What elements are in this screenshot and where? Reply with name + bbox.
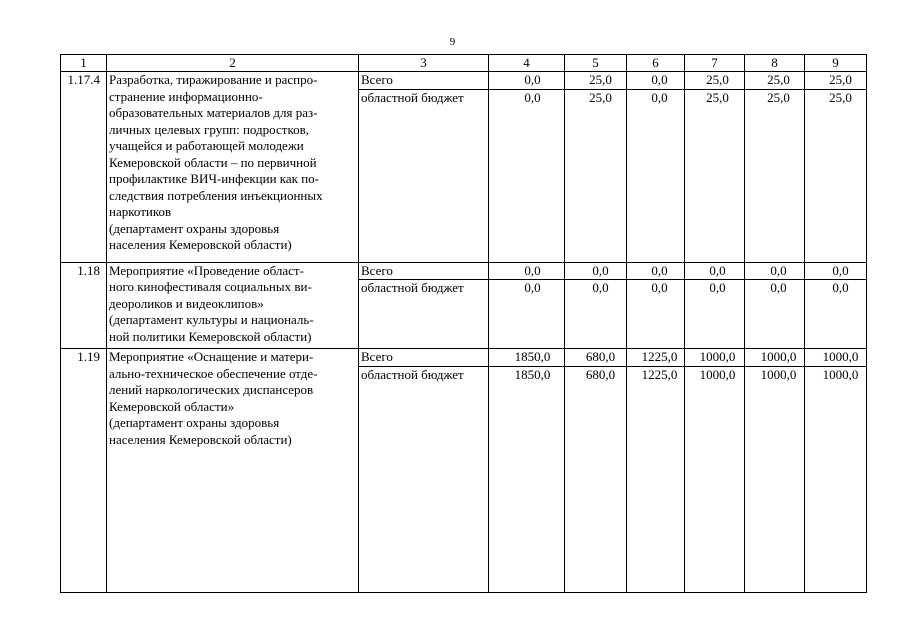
- table-row: [61, 72, 867, 90]
- amount-cell: 1000,0: [745, 366, 805, 593]
- budget-table: [60, 54, 867, 593]
- amount-cell: 0,0: [805, 280, 867, 349]
- col-header-8: 8: [745, 55, 805, 72]
- funding-source: областной бюджет: [359, 89, 489, 262]
- col-header-3: 3: [359, 55, 489, 72]
- col-header-4: 4: [489, 55, 565, 72]
- funding-source: Всего: [359, 349, 489, 367]
- row-name-line: Кемеровской области»: [109, 398, 235, 414]
- amount-cell: 1850,0: [489, 366, 565, 593]
- amount-cell: 0,0: [489, 72, 565, 90]
- amount-cell: 0,0: [685, 280, 745, 349]
- row-name: [107, 349, 359, 593]
- amount-cell: 25,0: [685, 72, 745, 90]
- funding-source: областной бюджет: [359, 280, 489, 349]
- header-row: [61, 55, 867, 72]
- amount-cell: 25,0: [745, 72, 805, 90]
- amount-cell: 680,0: [565, 366, 627, 593]
- amount-cell: 0,0: [489, 280, 565, 349]
- funding-source: Всего: [359, 262, 489, 280]
- amount-cell: 0,0: [565, 262, 627, 280]
- page-number: 9: [449, 36, 456, 48]
- col-header-7: 7: [685, 55, 745, 72]
- amount-cell: 1225,0: [627, 349, 685, 367]
- amount-cell: 0,0: [565, 280, 627, 349]
- amount-cell: 0,0: [489, 89, 565, 262]
- row-name-line: наркотиков: [109, 204, 172, 219]
- amount-cell: 1000,0: [745, 349, 805, 367]
- funding-source: Всего: [359, 72, 489, 90]
- row-name-line: населения Кемеровской области): [109, 431, 292, 447]
- amount-cell: 1000,0: [805, 366, 867, 593]
- row-name-line: Разработка, тиражирование и распро-: [109, 72, 318, 87]
- row-code: 1.17.4: [61, 72, 107, 263]
- funding-source: областной бюджет: [359, 366, 489, 593]
- amount-cell: 25,0: [805, 89, 867, 262]
- amount-cell: 1000,0: [685, 366, 745, 593]
- table-row: [61, 349, 867, 367]
- col-header-1: 1: [61, 55, 107, 72]
- amount-cell: 0,0: [805, 262, 867, 280]
- amount-cell: 1850,0: [489, 349, 565, 367]
- amount-cell: 25,0: [565, 72, 627, 90]
- row-name-line: ной политики Кемеровской области): [109, 328, 312, 344]
- amount-cell: 0,0: [627, 262, 685, 280]
- amount-cell: 680,0: [565, 349, 627, 367]
- amount-cell: 0,0: [627, 89, 685, 262]
- row-name-line: профилактике ВИЧ-инфекции как по-: [109, 171, 320, 186]
- row-name-line: следствия потребления инъекционных: [109, 187, 323, 203]
- amount-cell: 25,0: [745, 89, 805, 262]
- amount-cell: 25,0: [805, 72, 867, 90]
- amount-cell: 25,0: [685, 89, 745, 262]
- table-row: [61, 262, 867, 280]
- row-name-line: лений наркологических диспансеров: [109, 382, 314, 397]
- col-header-5: 5: [565, 55, 627, 72]
- row-name-line: (департамент охраны здоровья: [109, 220, 280, 236]
- row-name-line: деороликов и видеоклипов»: [109, 295, 264, 311]
- row-name-line: (департамент культуры и националь-: [109, 312, 314, 327]
- row-code: 1.18: [61, 262, 107, 349]
- row-name-line: населения Кемеровской области): [109, 237, 292, 252]
- row-name: [107, 72, 359, 263]
- row-name-line: ного кинофестиваля социальных ви-: [109, 279, 312, 294]
- row-name-line: странение информационно-: [109, 88, 263, 104]
- amount-cell: 0,0: [685, 262, 745, 280]
- row-name-line: образовательных материалов для раз-: [109, 105, 318, 120]
- amount-cell: 1000,0: [685, 349, 745, 367]
- row-name-line: учащейся и работающей молодежи: [109, 138, 304, 153]
- amount-cell: 25,0: [565, 89, 627, 262]
- row-code: 1.19: [61, 349, 107, 593]
- row-name-line: (департамент охраны здоровья: [109, 415, 280, 430]
- row-name-line: Кемеровской области – по первичной: [109, 154, 317, 170]
- col-header-2: 2: [107, 55, 359, 72]
- row-name-line: Мероприятие «Оснащение и матери-: [109, 349, 314, 364]
- amount-cell: 0,0: [745, 262, 805, 280]
- row-name-line: ально-техническое обеспечение отде-: [109, 365, 318, 381]
- amount-cell: 0,0: [745, 280, 805, 349]
- amount-cell: 0,0: [489, 262, 565, 280]
- amount-cell: 1225,0: [627, 366, 685, 593]
- row-name: [107, 262, 359, 349]
- row-name-line: Мероприятие «Проведение област-: [109, 262, 304, 278]
- row-name-line: личных целевых групп: подростков,: [109, 121, 309, 137]
- col-header-9: 9: [805, 55, 867, 72]
- col-header-6: 6: [627, 55, 685, 72]
- amount-cell: 0,0: [627, 280, 685, 349]
- amount-cell: 1000,0: [805, 349, 867, 367]
- amount-cell: 0,0: [627, 72, 685, 90]
